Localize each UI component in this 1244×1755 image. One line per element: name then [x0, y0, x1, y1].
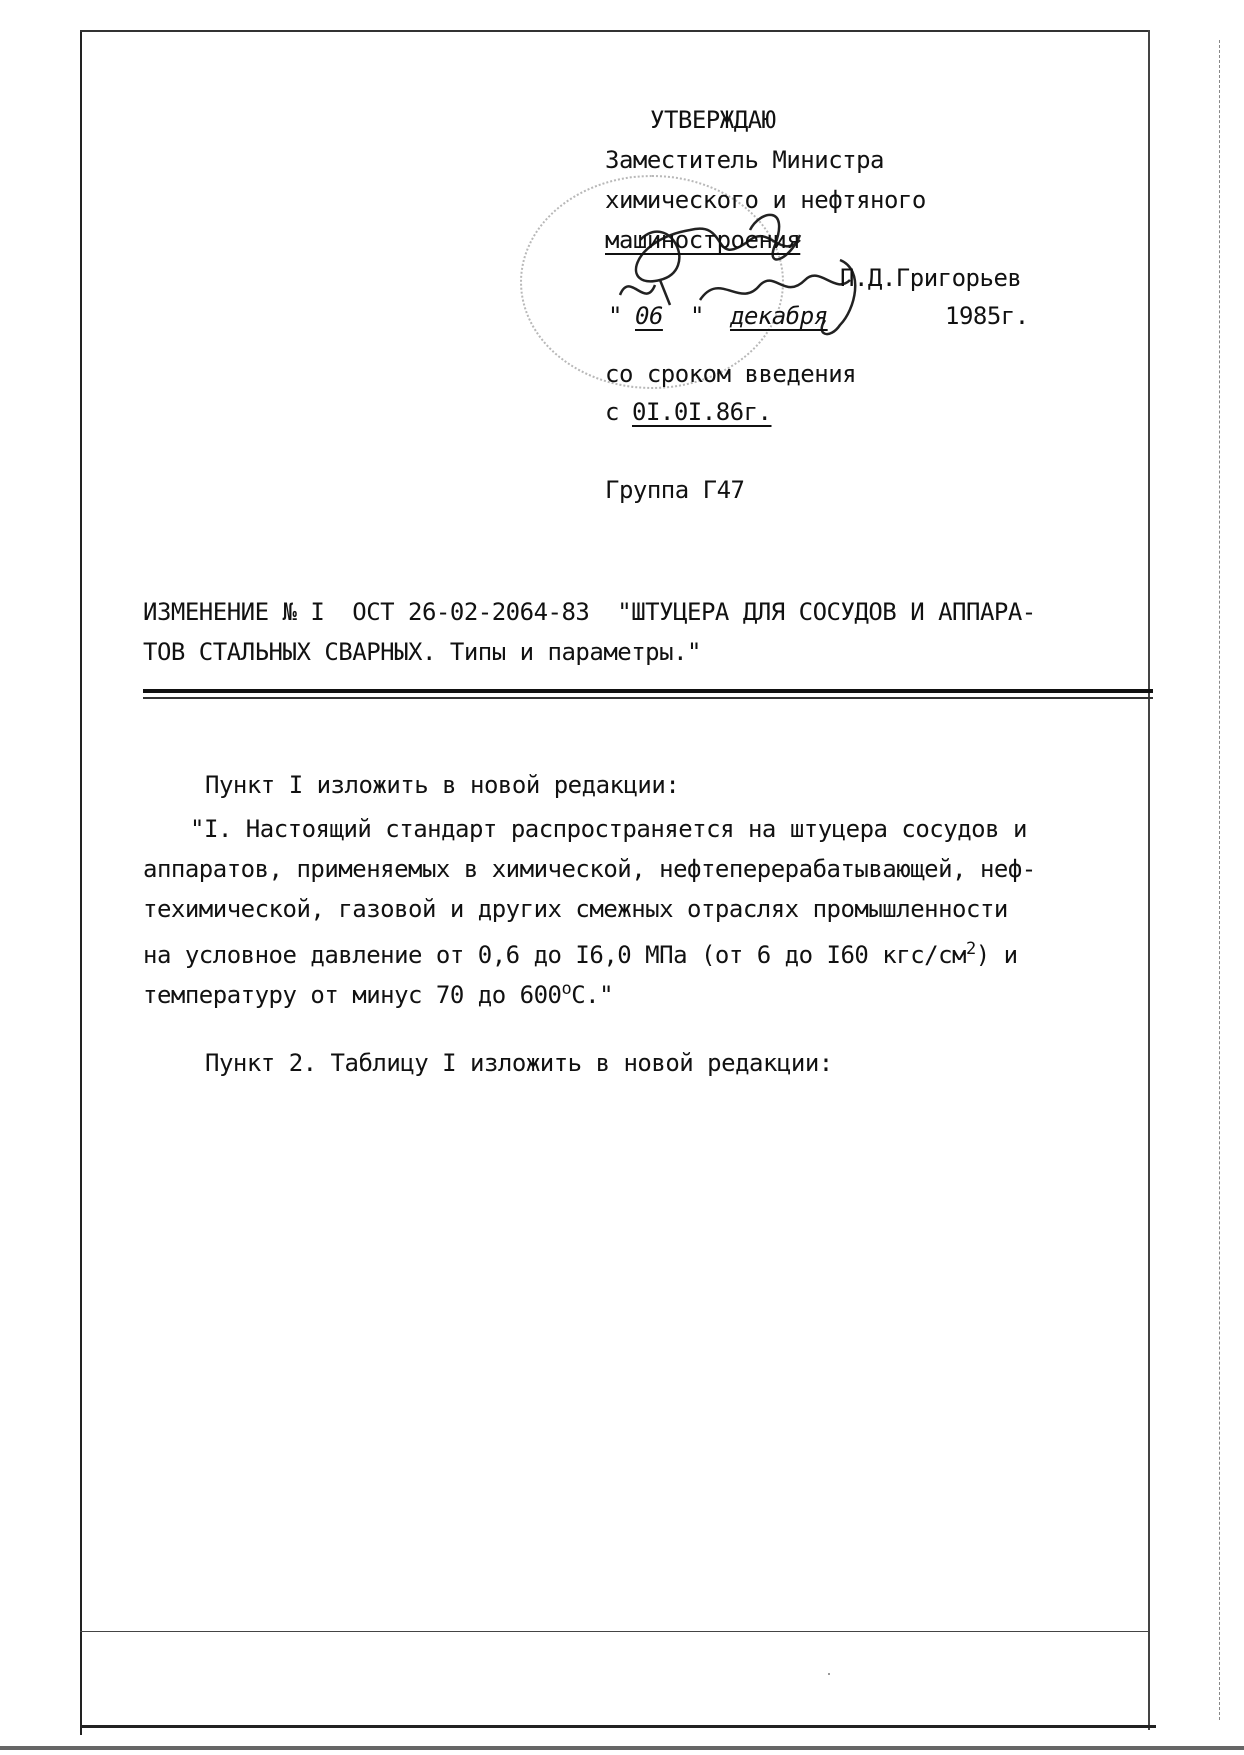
page-frame-right [1148, 30, 1150, 1730]
approval-line-2: химического и нефтяного [605, 186, 926, 214]
approval-date-quote-close: " [690, 302, 704, 330]
effective-label: со сроком введения [605, 360, 857, 388]
document-title-line-1: ИЗМЕНЕНИЕ № I ОСТ 26-02-2064-83 "ШТУЦЕРА ДЛЯ СОСУДОВ И АППАРА- [143, 598, 1036, 626]
title-rule [143, 689, 1153, 693]
footer-divider [80, 1631, 1150, 1632]
clause-1-line-4-text: на условное давление от 0,6 до I6,0 МПа (от 6 до I60 кгс/см [143, 941, 967, 969]
document-title-line-2: ТОВ СТАЛЬНЫХ СВАРНЫХ. Типы и параметры." [143, 638, 701, 666]
approval-heading: УТВЕРЖДАЮ [650, 106, 776, 134]
clause-1-line-4-tail: ) и [975, 941, 1018, 969]
approval-date-day: 06 [635, 302, 663, 330]
clause-2-heading: Пункт 2. Таблицу I изложить в новой редакции: [205, 1049, 833, 1077]
approval-date-quote-open: " [608, 302, 622, 330]
clause-1-line-3: техимической, газовой и других смежных отраслях промышленности [143, 895, 1008, 923]
clause-1-line-5-text: температуру от минус 70 до 600 [143, 981, 562, 1009]
superscript-squared: 2 [966, 939, 976, 959]
clause-1-line-5 [143, 969, 613, 1015]
group-code: Группа Г47 [605, 476, 745, 504]
approval-line-1: Заместитель Министра [605, 146, 884, 174]
scan-margin-line [1219, 40, 1220, 1720]
superscript-degree: о [561, 979, 572, 999]
approval-signer: П.Д.Григорьев [840, 264, 1022, 292]
page-frame-bottom [80, 1725, 1156, 1728]
scan-speck [828, 1673, 830, 1675]
page-frame-left [80, 30, 82, 1735]
clause-1-line-5-tail: С." [571, 981, 614, 1009]
approval-date-year: 1985г. [945, 302, 1029, 330]
page-frame-top [80, 30, 1150, 32]
effective-prefix: с [605, 398, 619, 426]
clause-1-line-1: "I. Настоящий стандарт распространяется на штуцера сосудов и [190, 815, 1027, 843]
clause-1-heading: Пункт I изложить в новой редакции: [205, 771, 680, 799]
clause-1-line-2: аппаратов, применяемых в химической, нефтеперерабатывающей, неф- [143, 855, 1036, 883]
scan-edge [0, 1746, 1244, 1750]
title-rule-secondary [143, 697, 1153, 699]
effective-date: 0I.0I.86г. [632, 398, 772, 426]
approval-line-3: машиностроения [605, 226, 801, 254]
approval-date-month: декабря [730, 302, 828, 330]
